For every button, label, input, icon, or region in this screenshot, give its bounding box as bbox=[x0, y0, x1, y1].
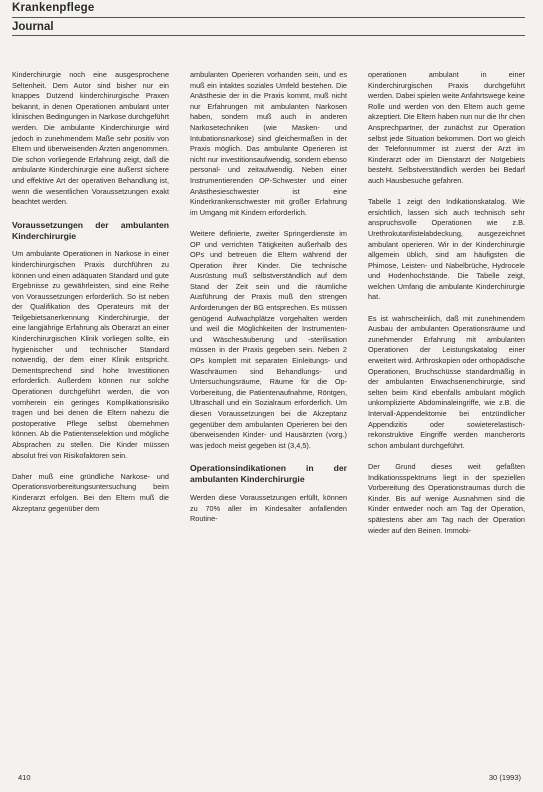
paragraph: ambulanten Operieren vorhanden sein, und es muß ein intaktes soziales Umfeld bestehen. Die Anästhesie der in die Praxis kommt, muß nicht nur Erfahrungen mit ambulanten Narkosen haben, sondern muß auch in anderen Narkosetechniken (wie Masken- und Intubationsnarkose) sind gleichermaßen in der Praxis möglich. Das ambulante Operieren ist nicht nur investitionsaufwendig, sondern ebenso personal- und zeitaufwendig. Neben einer Instrumentierenden OP-Schwester und einer Anästhesieschwester ist eine Kinderkrankenschwester mit großer Erfahrung im Umgang mit Kindern erforderlich. bbox=[190, 70, 347, 217]
paragraph: Weitere definierte, zweiter Springerdienste im OP und verrichten Tätigkeiten außerhalb des OPs und betreuen die Eltern während der Operation ihrer Kinder. Die technische Ausrüstung muß selbstverständlich auf dem Stand der Zeit sein und die räumliche Ausführung der Praxis muß den strengen Anforderungen der BG entsprechen. Es müssen genügend Aufwachplätze vorgehalten werden und weil die Möglichkeiten der Instrumenten- und Wäschesäuberung und -sterilisation müssen in der Praxis gegeben sein. Neben 2 OPs komplett mit separaten Einleitungs- und Waschräumen sind Behandlungs- und Untersuchungsräume, Räume für die Op-Vorbereitung, die Patientenaufnahme, Röntgen, Ultraschall und ein Sozialraum erforderlich. Um diesen Voraussetzungen bei die Akzeptanz gegenüber dem ambulanten Operieren bei den überweisenden Kinder- und Hausärzten (vorg.) was jedoch meist gegeben ist (3,4,5). bbox=[190, 228, 347, 450]
journal-volume: 30 (1993) bbox=[488, 773, 521, 782]
paragraph: Der Grund dieses weit gefaßten Indikationsspektrums liegt in der speziellen Vorbereitung des Operationstraumas durch die Kinder. Bis auf wenige Ausnahmen sind die Kinder entweder noch am Tag der Operation, spätestens aber am Tag nach der Operation wieder auf den Beinen. Immobi- bbox=[368, 461, 525, 535]
text-column-2 bbox=[190, 70, 347, 525]
paragraph: operationen ambulant in einer Kinderchirurgischen Praxis durchgeführt werden. Dabei spielen weite Anfahrtswege keine Rolle und werden von den Eltern auch gerne akzeptiert. Die Eltern haben nun nur die Ihr chen Ansprechpartner, der zunächst zur Operation selbst jede Situation bekommen. Dort wo gleich der Telefonnummer ist zuerst der Arzt im Kinderarzt oder im Dienstarzt der Notgebiets besteht. Selbstverständlich werden bei Bedarf auch Hausbesuche gefahren. bbox=[368, 70, 525, 185]
paragraph: Um ambulante Operationen in Narkose in einer kinderchirurgischen Praxis durchführen zu können und einen adäquaten Standard und gute Ergebnisse zu gewährleisten, sind eine Reihe von Voraussetzungen erforderlich. So ist neben der Qualifikation des Operateurs mit der Teilgebietsanerkennung Kinderchirurgie, der eine langjährige Erfahrung als Oberarzt an einer Kinderchirurgischen Klinik vorliegen sollte, ein hygienischer und technischer Standard notwendig, der dem einer Klinik entspricht. Dementsprechend sind hohe Investitionen erforderlich. Außerdem können nur solche Operationen durchgeführt werden, die von vornherein ein geringes Komplikationsrisiko tragen und bei denen die Eltern nahezu die postoperative Pflege selbst übernehmen können. Ab die Patientenselektion und mögliche Absprachen zu stellen. Die Kinder müssen absolut frei von Risikofaktoren sein. bbox=[12, 249, 169, 460]
paragraph: Werden diese Voraussetzungen erfüllt, können zu 70% aller im Kindesalter anfallenden Routine- bbox=[190, 492, 347, 524]
page-number: 410 bbox=[18, 773, 31, 782]
section-title: Krankenpflege bbox=[12, 0, 525, 18]
subsection-title: Journal bbox=[12, 18, 525, 36]
paragraph: Tabelle 1 zeigt den Indikationskatalog. Wie ersichtlich, lassen sich auch technisch sehr anspruchsvolle Operationen wie z.B. Urethrokutanfistelabdeckung, ausgezeichnet ambulant operieren. Wir in der Kinderchirurgie allgemein üblich, sind am häufigsten die Phimose, Leisten- und Nabelbrüche, Hydrocele und Hodenhochstände. Die Tabelle zeigt, welchen Umfang die ambulante Kinderchirurgie hat. bbox=[368, 197, 525, 302]
paragraph: Kinderchirurgie noch eine ausgesprochene Seltenheit. Dem Autor sind bisher nur ein knappes Dutzend kinderchirurgische Praxen bekannt, in denen Operationen ambulant unter klinischen Bedingungen in Narkose durchgeführt werden. Die ambulante Kinderchirurgie wird jedoch in zunehmendem Maße sehr positiv von Eltern und überweisenden Ärzten angenommen. Die schon vorliegende Erfahrung zeigt, daß die ambulante Kinderchirurgie eine äußerst sichere und effektive Art der operativen Behandlung ist, wenn die wesentlichen Voraussetzungen exakt beachtet werden. bbox=[12, 70, 169, 207]
text-column-3 bbox=[368, 70, 525, 536]
paragraph: Es ist wahrscheinlich, daß mit zunehmendem Ausbau der ambulanten Operationsräume und zunehmender Erfahrung mit ambulanten Operationen der Leistungskatalog einer erweitert wird. Arthroskopien oder orthopädische Operationen, Bruchschüsse standardmäßig in der ambulanten Erwachsenenchirurgie, sind selten beim Kind ebenfalls ambulant möglich unkomplizierte Abdominaleingriffe, wie z.B. die Intervall-Appendektomie bei entzündlicher Appendizitis oder sowieterelastisch-rekonstruktive Eingriffe werden mancherorts schon ambulant durchgeführt. bbox=[368, 313, 525, 450]
article-heading: Operationsindikationen in der ambulanten Kinderchirurgie bbox=[190, 463, 347, 485]
text-column-1 bbox=[12, 70, 169, 514]
paragraph: Daher muß eine gründliche Narkose- und Operationsvorbereitungsuntersuchung beim Kinderarzt erfolgen. Bei den Eltern muß die Akzeptanz gegenüber dem bbox=[12, 471, 169, 513]
page-header bbox=[12, 0, 525, 36]
page-footer bbox=[18, 773, 521, 782]
article-heading: Voraussetzungen der ambulanten Kinderchirurgie bbox=[12, 219, 169, 241]
